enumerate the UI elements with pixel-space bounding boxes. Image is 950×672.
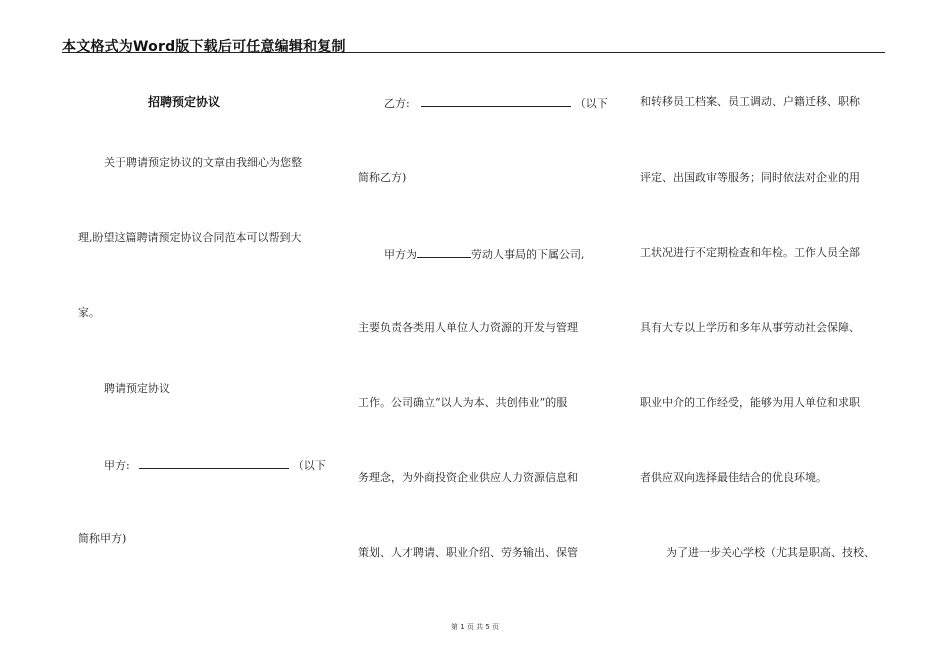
paragraph-line: 为了进一步关心学校（尤其是职高、技校、 <box>666 546 875 559</box>
company-intro-prefix: 甲方为 <box>384 248 417 261</box>
paragraph-line: 工状况进行不定期检查和年检。工作人员全部 <box>640 246 860 259</box>
company-intro-suffix: 劳动人事局的下属公司, <box>471 248 585 261</box>
section-heading: 聘请预定协议 <box>104 382 170 395</box>
paragraph-line: 工作。公司确立“以人为本、共创伟业”的服 <box>358 396 568 409</box>
party-b-label: 乙方: <box>384 97 410 110</box>
paragraph-line: 简称乙方) <box>358 171 407 184</box>
company-name-blank <box>417 247 471 258</box>
party-a-label: 甲方: <box>104 459 130 472</box>
paragraph-line: 理,盼望这篇聘请预定协议合同范本可以帮到大 <box>78 231 302 244</box>
paragraph-line: 主要负责各类用人单位人力资源的开发与管理 <box>358 321 578 334</box>
party-b-suffix: （以下 <box>574 97 608 110</box>
document-banner: 本文格式为Word版下载后可任意编辑和复制 <box>62 39 346 55</box>
paragraph-line: 职业中介的工作经受，能够为用人单位和求职 <box>640 396 860 409</box>
document-title: 招聘预定协议 <box>148 95 221 109</box>
page-number: 第 1 页 共 5 页 <box>450 623 500 631</box>
paragraph-line: 评定、出国政审等服务；同时依法对企业的用 <box>640 171 860 184</box>
party-b-line <box>384 96 608 110</box>
party-b-blank <box>421 96 571 107</box>
paragraph-line: 和转移员工档案、员工调动、户籍迁移、职称 <box>640 95 860 108</box>
paragraph-line: 简称甲方) <box>78 532 127 545</box>
paragraph-line: 关于聘请预定协议的文章由我细心为您整 <box>104 156 302 169</box>
party-a-blank <box>139 458 289 469</box>
paragraph-line: 务理念，为外商投资企业供应人力资源信息和 <box>358 471 578 484</box>
paragraph-line: 者供应双向选择最佳结合的优良环境。 <box>640 471 827 484</box>
header-divider <box>62 52 885 53</box>
paragraph-line: 策划、人才聘请、职业介绍、劳务输出、保管 <box>358 546 578 559</box>
party-a-line <box>104 458 326 472</box>
paragraph-line: 家。 <box>78 306 100 319</box>
party-a-suffix: （以下 <box>292 459 326 472</box>
paragraph-line: 具有大专以上学历和多年从事劳动社会保障、 <box>640 321 860 334</box>
paragraph-line <box>384 247 585 261</box>
